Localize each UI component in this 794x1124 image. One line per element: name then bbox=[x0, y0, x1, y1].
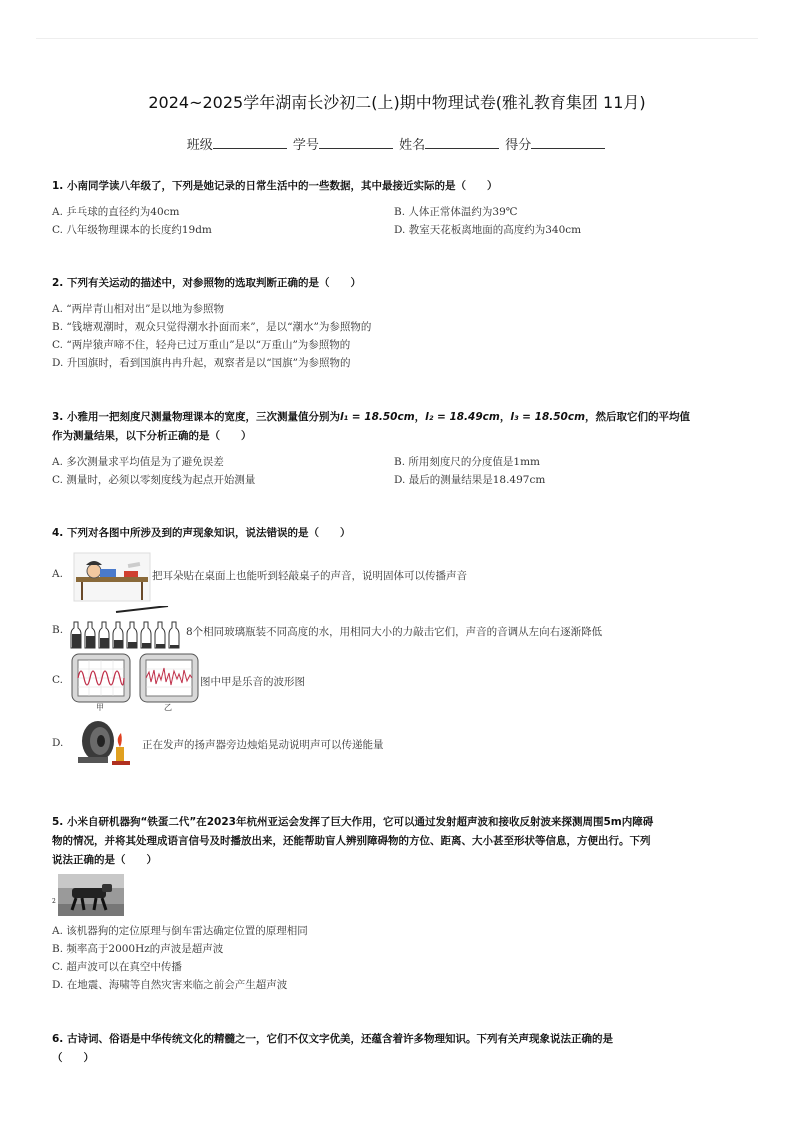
question-stem-line2: 物的情况，并将其处理成语言信号及时播放出来，还能帮助盲人辨别障碍物的方位、距离、大小甚至形状等信息，方便出行。下列 bbox=[52, 835, 651, 847]
question-stem-line2: 作为测量结果，以下分析正确的是（ ） bbox=[52, 430, 252, 442]
question-stem-line2: （ ） bbox=[52, 1052, 94, 1064]
option-d[interactable]: D. 升国旗时，看到国旗冉冉升起，观察者是以“国旗”为参照物的 bbox=[52, 357, 351, 369]
question-stem: 2. 下列有关运动的描述中，对参照物的选取判断正确的是（ ） bbox=[52, 277, 361, 289]
question-3 bbox=[52, 408, 742, 489]
class-blank[interactable] bbox=[213, 136, 287, 149]
option-b[interactable] bbox=[52, 606, 742, 650]
question-stem: 3. 小雅用一把刻度尺测量物理课本的宽度，三次测量值分别为l₁ = 18.50cm，l₂ = 18.49cm，l₃ = 18.50cm，然后取它们的平均值 bbox=[52, 411, 691, 423]
option-label: A. bbox=[52, 568, 63, 580]
option-c[interactable] bbox=[52, 652, 742, 714]
robot-dog-figure bbox=[52, 874, 742, 922]
question-5 bbox=[52, 813, 742, 994]
glass-bottles-illustration bbox=[70, 606, 188, 650]
option-c[interactable]: C. 八年级物理课本的长度约19dm bbox=[52, 224, 212, 236]
option-c[interactable]: C. 超声波可以在真空中传播 bbox=[52, 961, 182, 973]
ear-on-desk-illustration bbox=[72, 551, 152, 603]
option-d[interactable]: D. 最后的测量结果是18.497cm bbox=[394, 474, 546, 486]
score-label: 得分 bbox=[505, 138, 532, 153]
option-d[interactable] bbox=[52, 717, 742, 767]
option-d[interactable]: D. 教室天花板离地面的高度约为340cm bbox=[394, 224, 582, 236]
question-4 bbox=[52, 524, 742, 774]
option-c[interactable]: C. “两岸猿声啼不住，轻舟已过万重山”是以“万重山”为参照物的 bbox=[52, 339, 351, 351]
name-blank[interactable] bbox=[425, 136, 499, 149]
question-stem-line1: 5. 小米自研机器狗“铁蛋二代”在2023年杭州亚运会发挥了巨大作用，它可以通过发射超声波和接收反射波来探测周围5m内障碍 bbox=[52, 816, 654, 828]
question-stem-line1: 6. 古诗词、俗语是中华传统文化的精髓之一，它们不仅文字优美，还蕴含着许多物理知识。下列有关声现象说法正确的是 bbox=[52, 1033, 613, 1045]
student-number-blank[interactable] bbox=[319, 136, 393, 149]
header-rule bbox=[36, 38, 758, 39]
question-2 bbox=[52, 274, 742, 372]
question-6 bbox=[52, 1030, 742, 1068]
option-b[interactable]: B. 人体正常体温约为39℃ bbox=[394, 206, 518, 218]
option-d[interactable]: D. 在地震、海啸等自然灾害来临之前会产生超声波 bbox=[52, 979, 288, 991]
option-text: 图中甲是乐音的波形图 bbox=[200, 676, 305, 688]
waveform-caption-jia: 甲 bbox=[96, 703, 104, 712]
measurement-l3: l₃ = 18.50cm bbox=[510, 411, 586, 423]
option-text: 正在发声的扬声器旁边烛焰晃动说明声可以传递能量 bbox=[142, 739, 384, 751]
class-label: 班级 bbox=[186, 138, 213, 153]
option-b[interactable]: B. 频率高于2000Hz的声波是超声波 bbox=[52, 943, 224, 955]
option-a[interactable]: A. 多次测量求平均值是为了避免误差 bbox=[52, 456, 224, 468]
question-1 bbox=[52, 177, 742, 239]
option-label: D. bbox=[52, 737, 64, 749]
option-a[interactable] bbox=[52, 551, 742, 603]
option-label: C. bbox=[52, 674, 63, 686]
option-a[interactable]: A. 乒乓球的直径约为40cm bbox=[52, 206, 180, 218]
question-stem: 1. 小南同学读八年级了，下列是她记录的日常生活中的一些数据，其中最接近实际的是（ ） bbox=[52, 180, 498, 192]
score-blank[interactable] bbox=[531, 136, 605, 149]
option-b[interactable]: B. 所用刻度尺的分度值是1mm bbox=[394, 456, 540, 468]
waveform-caption-yi: 乙 bbox=[164, 703, 172, 712]
waveform-illustration bbox=[70, 652, 202, 704]
student-number-label: 学号 bbox=[292, 138, 319, 153]
page-title: 2024~2025学年湖南长沙初二(上)期中物理试卷(雅礼教育集团 11月) bbox=[148, 93, 646, 112]
option-text: 把耳朵贴在桌面上也能听到轻敲桌子的声音，说明固体可以传播声音 bbox=[152, 570, 467, 582]
figure-number: 2 bbox=[52, 898, 56, 905]
option-label: B. bbox=[52, 624, 64, 636]
option-text: 8个相同玻璃瓶装不同高度的水，用相同大小的力敲击它们，声音的音调从左向右逐渐降低 bbox=[186, 626, 603, 638]
measurement-l2: l₂ = 18.49cm bbox=[425, 411, 500, 423]
measurement-l1: l₁ = 18.50cm bbox=[339, 411, 415, 423]
stem-text-tail: ，然后取它们的平均值 bbox=[585, 411, 691, 423]
option-a[interactable]: A. 该机器狗的定位原理与倒车雷达确定位置的原理相同 bbox=[52, 925, 308, 937]
speaker-candle-illustration bbox=[72, 717, 138, 767]
option-b[interactable]: B. “钱塘观潮时，观众只觉得潮水扑面而来”，是以“潮水”为参照物的 bbox=[52, 321, 372, 333]
robot-dog-photo bbox=[58, 874, 124, 916]
question-stem-line3: 说法正确的是（ ） bbox=[52, 854, 157, 866]
student-info-line bbox=[0, 134, 794, 153]
stem-text: 3. 小雅用一把刻度尺测量物理课本的宽度，三次测量值分别为 bbox=[52, 411, 340, 423]
name-label: 姓名 bbox=[399, 138, 426, 153]
option-a[interactable]: A. “两岸青山相对出”是以地为参照物 bbox=[52, 303, 224, 315]
option-c[interactable]: C. 测量时，必须以零刻度线为起点开始测量 bbox=[52, 474, 256, 486]
question-stem: 4. 下列对各图中所涉及到的声现象知识，说法错误的是（ ） bbox=[52, 527, 351, 539]
